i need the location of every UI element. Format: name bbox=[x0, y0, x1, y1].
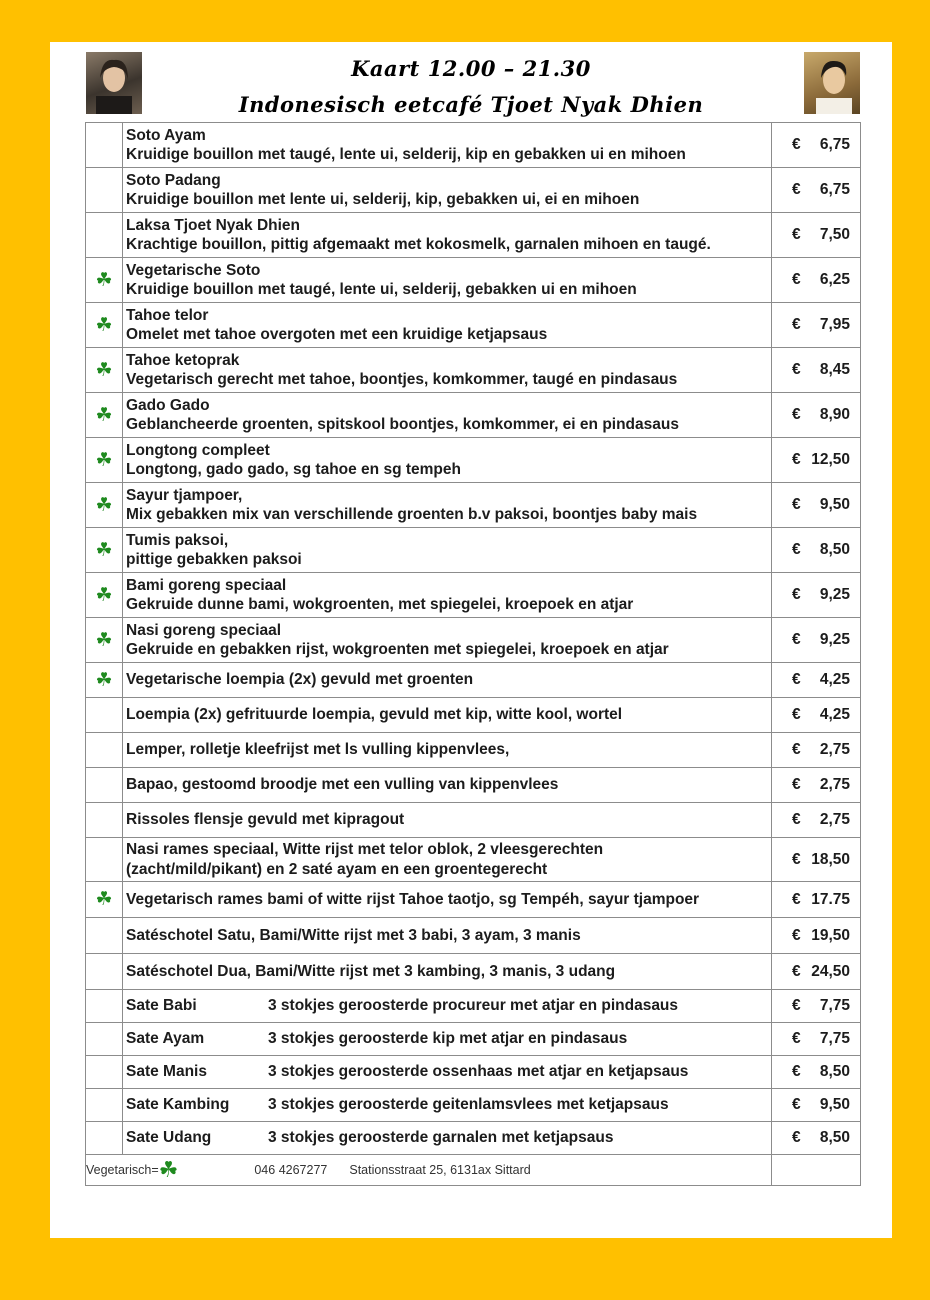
price-value: 8,50 bbox=[819, 1063, 850, 1080]
dish-name: Vegetarische Soto bbox=[126, 261, 261, 279]
price-cell bbox=[772, 528, 861, 573]
price-value: 8,45 bbox=[819, 361, 850, 378]
vegetarian-cell bbox=[86, 838, 123, 882]
dish-name: Tahoe telor bbox=[126, 306, 209, 324]
dish-cell: Vegetarische loempia (2x) gevuld met groenten bbox=[123, 663, 772, 698]
euro-sign: € bbox=[792, 226, 801, 243]
menu-row bbox=[86, 1089, 861, 1122]
phone-number: 046 4267277 bbox=[254, 1163, 328, 1177]
price bbox=[772, 1096, 860, 1114]
vegetarian-cell bbox=[86, 168, 123, 213]
euro-sign: € bbox=[792, 1096, 801, 1113]
price bbox=[772, 963, 860, 981]
euro-sign: € bbox=[792, 776, 801, 793]
euro-sign: € bbox=[792, 811, 801, 828]
menu-row bbox=[86, 663, 861, 698]
euro-sign: € bbox=[792, 1030, 801, 1047]
price bbox=[772, 271, 860, 289]
euro-sign: € bbox=[792, 271, 801, 288]
euro-sign: € bbox=[792, 850, 801, 868]
dish-cell bbox=[123, 438, 772, 483]
euro-sign: € bbox=[792, 997, 801, 1014]
clover-icon: ☘ bbox=[95, 889, 113, 910]
dish-description: Geblancheerde groenten, spitskool boontjes, komkommer, ei en pindasaus bbox=[126, 416, 679, 433]
menu-row bbox=[86, 393, 861, 438]
footer-row bbox=[86, 1155, 861, 1186]
dish-line: Nasi rames speciaal, Witte rijst met telor oblok, 2 vleesgerechten bbox=[126, 841, 604, 858]
menu-row bbox=[86, 838, 861, 882]
price-cell bbox=[772, 573, 861, 618]
dish-name: Gado Gado bbox=[126, 396, 210, 414]
price bbox=[772, 631, 860, 649]
price-cell bbox=[772, 1023, 861, 1056]
menu-row bbox=[86, 168, 861, 213]
price bbox=[772, 451, 860, 469]
price bbox=[772, 811, 860, 829]
clover-icon: ☘ bbox=[95, 449, 113, 471]
sate-name: Sate Udang bbox=[126, 1129, 212, 1147]
menu-row bbox=[86, 438, 861, 483]
dish-cell bbox=[123, 618, 772, 663]
menu-row bbox=[86, 698, 861, 733]
price-value: 8,50 bbox=[819, 541, 850, 558]
price-cell bbox=[772, 882, 861, 918]
dish-cell bbox=[123, 1056, 772, 1089]
dish-cell bbox=[123, 348, 772, 393]
price-value: 4,25 bbox=[819, 706, 850, 723]
euro-sign: € bbox=[792, 316, 801, 333]
dish-line: (zacht/mild/pikant) en 2 saté ayam en een groentegerecht bbox=[126, 860, 548, 878]
clover-icon: ☘ bbox=[95, 629, 113, 651]
menu-row bbox=[86, 1023, 861, 1056]
euro-sign: € bbox=[792, 586, 801, 603]
price bbox=[772, 776, 860, 794]
clover-icon: ☘ bbox=[95, 404, 113, 426]
price-cell bbox=[772, 1056, 861, 1089]
menu-row bbox=[86, 990, 861, 1023]
dish-cell bbox=[123, 213, 772, 258]
dish-cell bbox=[123, 1089, 772, 1122]
euro-sign: € bbox=[792, 890, 801, 908]
price bbox=[772, 361, 860, 379]
menu-row bbox=[86, 882, 861, 918]
price-cell bbox=[772, 438, 861, 483]
price-cell bbox=[772, 698, 861, 733]
clover-icon: ☘ bbox=[95, 314, 113, 336]
vegetarian-cell bbox=[86, 1122, 123, 1155]
dish-cell bbox=[123, 1023, 772, 1056]
dish-cell: Satéschotel Satu, Bami/Witte rijst met 3 babi, 3 ayam, 3 manis bbox=[123, 918, 772, 954]
dish-cell: Rissoles flensje gevuld met kipragout bbox=[123, 803, 772, 838]
dish-cell bbox=[123, 393, 772, 438]
vegetarian-cell bbox=[86, 618, 123, 663]
price-value: 2,75 bbox=[819, 776, 850, 793]
price bbox=[772, 741, 860, 759]
vegetarian-cell bbox=[86, 1089, 123, 1122]
dish-description: Gekruide en gebakken rijst, wokgroenten met spiegelei, kroepoek en atjar bbox=[126, 641, 669, 658]
vegetarian-cell bbox=[86, 573, 123, 618]
euro-sign: € bbox=[792, 1129, 801, 1146]
price-cell bbox=[772, 803, 861, 838]
dish-name: Nasi goreng speciaal bbox=[126, 621, 282, 639]
euro-sign: € bbox=[792, 1063, 801, 1080]
price-value: 9,50 bbox=[819, 496, 850, 513]
price-value: 17.75 bbox=[811, 890, 850, 908]
clover-icon: ☘ bbox=[95, 539, 113, 561]
price bbox=[772, 1129, 860, 1147]
euro-sign: € bbox=[792, 741, 801, 758]
price-cell bbox=[772, 258, 861, 303]
sate-description: 3 stokjes geroosterde kip met atjar en pindasaus bbox=[268, 1030, 628, 1048]
euro-sign: € bbox=[792, 181, 801, 198]
euro-sign: € bbox=[792, 962, 801, 980]
price-value: 8,90 bbox=[819, 406, 850, 423]
price-value: 9,25 bbox=[819, 631, 850, 648]
dish-description: Kruidige bouillon met taugé, lente ui, selderij, kip en gebakken ui en mihoen bbox=[126, 146, 686, 163]
dish-description: Kruidige bouillon met taugé, lente ui, selderij, gebakken ui en mihoen bbox=[126, 281, 637, 298]
dish-description: Mix gebakken mix van verschillende groenten b.v paksoi, boontjes baby mais bbox=[126, 506, 698, 523]
vegetarian-cell bbox=[86, 1056, 123, 1089]
vegetarian-cell bbox=[86, 768, 123, 803]
menu-row bbox=[86, 528, 861, 573]
price bbox=[772, 671, 860, 689]
price-cell bbox=[772, 1089, 861, 1122]
vegetarian-cell bbox=[86, 123, 123, 168]
price bbox=[772, 226, 860, 244]
vegetarian-cell bbox=[86, 483, 123, 528]
vegetarian-cell bbox=[86, 882, 123, 918]
vegetarian-cell bbox=[86, 954, 123, 990]
euro-sign: € bbox=[792, 671, 801, 688]
vegetarian-cell bbox=[86, 438, 123, 483]
price-cell bbox=[772, 990, 861, 1023]
vegetarian-cell bbox=[86, 990, 123, 1023]
price-cell bbox=[772, 733, 861, 768]
price-value: 9,50 bbox=[819, 1096, 850, 1113]
vegetarian-cell bbox=[86, 803, 123, 838]
price bbox=[772, 1030, 860, 1048]
price-value: 6,25 bbox=[819, 271, 850, 288]
dish-cell bbox=[123, 838, 772, 882]
menu-row bbox=[86, 1122, 861, 1155]
price-cell bbox=[772, 663, 861, 698]
sate-name: Sate Kambing bbox=[126, 1096, 230, 1114]
menu-row bbox=[86, 918, 861, 954]
price-value: 6,75 bbox=[819, 181, 850, 198]
dish-name: Sayur tjampoer, bbox=[126, 486, 243, 504]
price-value: 12,50 bbox=[811, 451, 850, 468]
menu-row bbox=[86, 213, 861, 258]
dish-description: Longtong, gado gado, sg tahoe en sg tempeh bbox=[126, 461, 461, 478]
sate-name: Sate Ayam bbox=[126, 1030, 205, 1048]
euro-sign: € bbox=[792, 451, 801, 468]
menu-row bbox=[86, 768, 861, 803]
menu-row bbox=[86, 803, 861, 838]
clover-icon: ☘ bbox=[95, 359, 113, 381]
price-cell bbox=[772, 838, 861, 882]
footer-cell bbox=[86, 1155, 772, 1186]
dish-name: Longtong compleet bbox=[126, 441, 270, 459]
euro-sign: € bbox=[792, 706, 801, 723]
price-cell bbox=[772, 483, 861, 528]
price bbox=[772, 927, 860, 945]
vegetarian-cell bbox=[86, 348, 123, 393]
price-cell bbox=[772, 393, 861, 438]
price bbox=[772, 706, 860, 724]
menu-row bbox=[86, 303, 861, 348]
price-value: 24,50 bbox=[811, 962, 850, 980]
menu-row bbox=[86, 483, 861, 528]
dish-cell bbox=[123, 1122, 772, 1155]
vegetarian-cell bbox=[86, 698, 123, 733]
vegetarian-cell bbox=[86, 213, 123, 258]
dish-cell: Loempia (2x) gefrituurde loempia, gevuld met kip, witte kool, wortel bbox=[123, 698, 772, 733]
menu-row bbox=[86, 258, 861, 303]
price-value: 7,50 bbox=[819, 226, 850, 243]
euro-sign: € bbox=[792, 541, 801, 558]
euro-sign: € bbox=[792, 496, 801, 513]
menu-row bbox=[86, 733, 861, 768]
dish-name: Tahoe ketoprak bbox=[126, 351, 240, 369]
vegetarian-cell bbox=[86, 918, 123, 954]
vegetarian-cell bbox=[86, 733, 123, 768]
price bbox=[772, 1063, 860, 1081]
sate-name: Sate Manis bbox=[126, 1063, 207, 1081]
price-cell bbox=[772, 168, 861, 213]
dish-name: Bami goreng speciaal bbox=[126, 576, 287, 594]
menu-sheet bbox=[50, 42, 892, 1238]
price-cell bbox=[772, 213, 861, 258]
price-value: 18,50 bbox=[811, 850, 850, 868]
dish-cell bbox=[123, 123, 772, 168]
clover-icon: ☘ bbox=[158, 1157, 179, 1182]
price bbox=[772, 541, 860, 559]
dish-cell: Bapao, gestoomd broodje met een vulling van kippenvlees bbox=[123, 768, 772, 803]
dish-cell bbox=[123, 303, 772, 348]
footer-empty-cell bbox=[772, 1155, 861, 1186]
price-cell bbox=[772, 1122, 861, 1155]
menu-row bbox=[86, 1056, 861, 1089]
sate-description: 3 stokjes geroosterde garnalen met ketjapsaus bbox=[268, 1129, 614, 1147]
sate-description: 3 stokjes geroosterde ossenhaas met atjar en ketjapsaus bbox=[268, 1063, 689, 1081]
clover-icon: ☘ bbox=[95, 669, 113, 691]
price-value: 7,95 bbox=[819, 316, 850, 333]
dish-cell bbox=[123, 528, 772, 573]
sate-name: Sate Babi bbox=[126, 997, 197, 1015]
price-value: 7,75 bbox=[819, 1030, 850, 1047]
dish-description: Krachtige bouillon, pittig afgemaakt met kokosmelk, garnalen mihoen en taugé. bbox=[126, 236, 711, 253]
price-value: 9,25 bbox=[819, 586, 850, 603]
vegetarian-cell bbox=[86, 663, 123, 698]
euro-sign: € bbox=[792, 136, 801, 153]
price-value: 4,25 bbox=[819, 671, 850, 688]
vegetarian-legend: Vegetarisch= bbox=[86, 1163, 159, 1177]
sate-description: 3 stokjes geroosterde geitenlamsvlees met ketjapsaus bbox=[268, 1096, 669, 1114]
price-cell bbox=[772, 123, 861, 168]
price bbox=[772, 851, 860, 869]
menu-table bbox=[85, 122, 861, 1186]
vegetarian-cell bbox=[86, 303, 123, 348]
price-value: 8,50 bbox=[819, 1129, 850, 1146]
euro-sign: € bbox=[792, 406, 801, 423]
dish-cell bbox=[123, 168, 772, 213]
euro-sign: € bbox=[792, 361, 801, 378]
dish-cell bbox=[123, 258, 772, 303]
address: Stationsstraat 25, 6131ax Sittard bbox=[349, 1163, 531, 1177]
menu-row bbox=[86, 618, 861, 663]
price-cell bbox=[772, 918, 861, 954]
dish-description: Gekruide dunne bami, wokgroenten, met spiegelei, kroepoek en atjar bbox=[126, 596, 634, 613]
dish-cell bbox=[123, 573, 772, 618]
price bbox=[772, 997, 860, 1015]
menu-row bbox=[86, 954, 861, 990]
clover-icon: ☘ bbox=[95, 269, 113, 291]
dish-description: Omelet met tahoe overgoten met een kruidige ketjapsaus bbox=[126, 326, 548, 343]
menu-hours-title: Kaart 12.00 – 21.30 bbox=[351, 56, 591, 81]
dish-name: Tumis paksoi, bbox=[126, 531, 229, 549]
dish-name: Laksa Tjoet Nyak Dhien bbox=[126, 216, 301, 234]
dish-description: pittige gebakken paksoi bbox=[126, 551, 302, 568]
dish-name: Soto Padang bbox=[126, 171, 221, 189]
price-value: 2,75 bbox=[819, 811, 850, 828]
price-value: 7,75 bbox=[819, 997, 850, 1014]
restaurant-name-title: Indonesisch eetcafé Tjoet Nyak Dhien bbox=[238, 92, 704, 117]
menu-row bbox=[86, 573, 861, 618]
price-value: 6,75 bbox=[819, 136, 850, 153]
price-cell bbox=[772, 348, 861, 393]
price-cell bbox=[772, 768, 861, 803]
price bbox=[772, 891, 860, 909]
euro-sign: € bbox=[792, 631, 801, 648]
price bbox=[772, 406, 860, 424]
price bbox=[772, 586, 860, 604]
menu-row bbox=[86, 123, 861, 168]
vegetarian-cell bbox=[86, 1023, 123, 1056]
euro-sign: € bbox=[792, 926, 801, 944]
dish-cell: Satéschotel Dua, Bami/Witte rijst met 3 kambing, 3 manis, 3 udang bbox=[123, 954, 772, 990]
price bbox=[772, 496, 860, 514]
vegetarian-cell bbox=[86, 528, 123, 573]
dish-cell bbox=[123, 483, 772, 528]
price-cell bbox=[772, 954, 861, 990]
price bbox=[772, 136, 860, 154]
dish-cell: Lemper, rolletje kleefrijst met ls vulling kippenvlees, bbox=[123, 733, 772, 768]
clover-icon: ☘ bbox=[95, 494, 113, 516]
clover-icon: ☘ bbox=[95, 584, 113, 606]
vegetarian-cell bbox=[86, 393, 123, 438]
price bbox=[772, 181, 860, 199]
price bbox=[772, 316, 860, 334]
price-cell bbox=[772, 303, 861, 348]
dish-name: Soto Ayam bbox=[126, 126, 206, 144]
dish-cell bbox=[123, 990, 772, 1023]
dish-cell: Vegetarisch rames bami of witte rijst Tahoe taotjo, sg Tempéh, sayur tjampoer bbox=[123, 882, 772, 918]
price-value: 19,50 bbox=[811, 926, 850, 944]
vegetarian-cell bbox=[86, 258, 123, 303]
dish-description: Kruidige bouillon met lente ui, selderij, kip, gebakken ui, ei en mihoen bbox=[126, 191, 640, 208]
dish-description: Vegetarisch gerecht met tahoe, boontjes, komkommer, taugé en pindasaus bbox=[126, 371, 678, 388]
sate-description: 3 stokjes geroosterde procureur met atjar en pindasaus bbox=[268, 997, 679, 1015]
menu-row bbox=[86, 348, 861, 393]
price-cell bbox=[772, 618, 861, 663]
price-value: 2,75 bbox=[819, 741, 850, 758]
